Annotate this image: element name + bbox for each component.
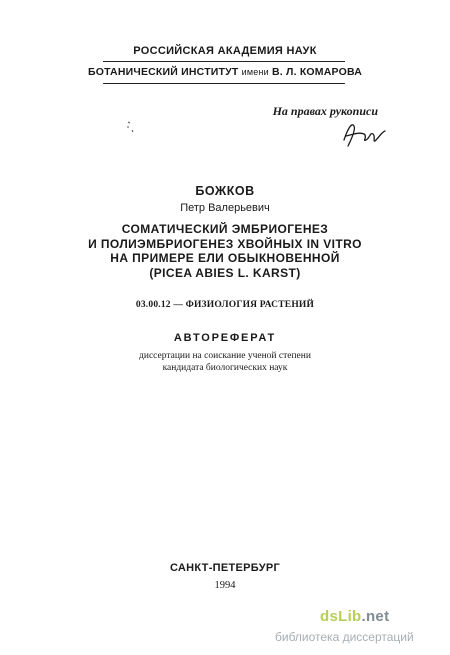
- description-line: кандидата биологических наук: [162, 363, 288, 373]
- manuscript-rights-note: На правах рукописи: [272, 104, 378, 118]
- institute-suffix: В. Л. КОМАРОВА: [272, 66, 362, 78]
- author-given-names: Петр Валерьевич: [180, 202, 270, 214]
- specialty-code: 03.00.12 — ФИЗИОЛОГИЯ РАСТЕНИЙ: [135, 300, 315, 310]
- print-specks: [120, 118, 140, 138]
- watermark-subtitle: библиотека диссертаций: [275, 630, 414, 644]
- document-type: АВТОРЕФЕРАТ: [173, 332, 277, 344]
- description-line: диссертации на соискание ученой степени: [139, 351, 311, 361]
- watermark-logo-part2: .net: [361, 608, 390, 625]
- author-surname: БОЖКОВ: [195, 184, 255, 198]
- watermark-logo: [320, 608, 389, 625]
- institute-named: имени: [241, 67, 269, 77]
- title-line: (PICEA ABIES L. KARST): [149, 265, 301, 280]
- city: САНКТ-ПЕТЕРБУРГ: [169, 562, 281, 574]
- institute-prefix: БОТАНИЧЕСКИЙ ИНСТИТУТ: [87, 66, 239, 78]
- title-line: СОМАТИЧЕСКИЙ ЭМБРИОГЕНЕЗ: [121, 222, 329, 236]
- title-line: НА ПРИМЕРЕ ЕЛИ ОБЫКНОВЕННОЙ: [110, 251, 340, 265]
- degree-description: [0, 350, 450, 374]
- year: 1994: [214, 580, 236, 591]
- thesis-title: [0, 222, 450, 280]
- institute-name: [0, 66, 450, 78]
- watermark-logo-part1: dsLib: [320, 608, 362, 625]
- header-rule-bottom: [103, 83, 345, 84]
- title-line: И ПОЛИЭМБРИОГЕНЕЗ ХВОЙНЫХ IN VITRO: [88, 236, 362, 251]
- academy-name: РОССИЙСКАЯ АКАДЕМИЯ НАУК: [133, 45, 317, 57]
- header-rule-top: [103, 61, 345, 62]
- handwritten-signature: [340, 118, 388, 152]
